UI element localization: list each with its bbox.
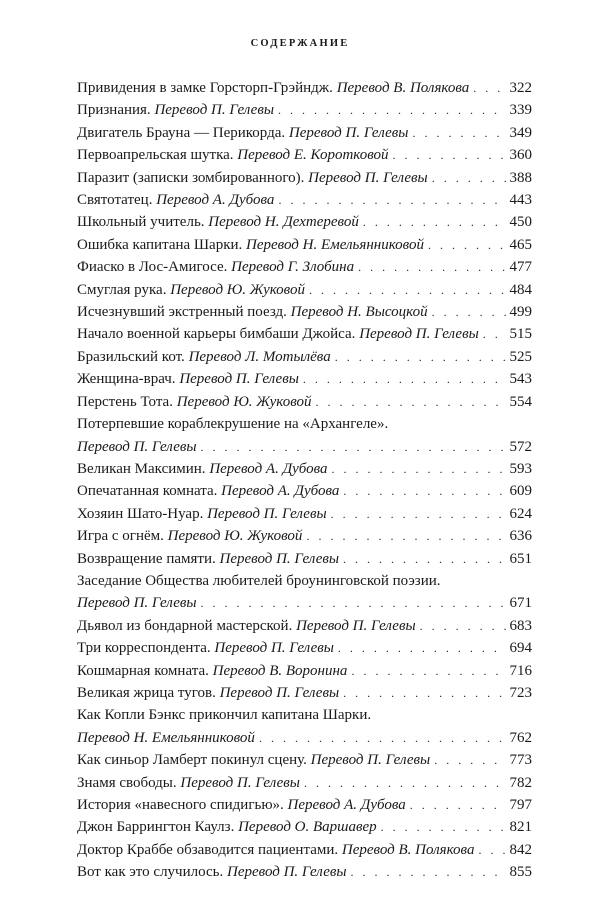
toc-entry-title: Двигатель Брауна — Перикорда. <box>77 124 286 141</box>
toc-entry-translator: Перевод П. Гелевы <box>179 371 299 388</box>
toc-entry-page-number: 716 <box>509 662 532 679</box>
toc-entry-translator: Перевод Н. Дехтеревой <box>208 214 359 231</box>
toc-entry-title: Как Копли Бэнкс прикончил капитана Шарки. <box>77 707 372 724</box>
dot-leader <box>478 844 505 856</box>
toc-entry-title: Великая жрица тугов. <box>77 684 216 701</box>
toc-entry <box>77 458 532 480</box>
toc-entry-translator: Перевод Ю. Жуковой <box>176 393 312 410</box>
toc-entry-title: Опечатанная комната. <box>77 483 218 500</box>
dot-leader <box>259 732 506 744</box>
dot-leader <box>309 284 506 296</box>
table-of-contents <box>77 77 532 884</box>
toc-entry-translator: Перевод Н. Емельянниковой <box>77 729 255 746</box>
toc-entry-translator: Перевод П. Гелевы <box>227 864 347 881</box>
dot-leader <box>393 149 506 161</box>
dot-leader <box>306 530 505 542</box>
toc-entry <box>77 637 532 659</box>
toc-entry-title: Дьявол из бондарной мастерской. <box>77 617 293 634</box>
toc-entry-title: Первоапрельская шутка. <box>77 147 234 164</box>
toc-entry <box>77 660 532 682</box>
toc-entry-page-number: 477 <box>509 259 532 276</box>
toc-entry-page-number: 855 <box>509 864 532 881</box>
toc-entry <box>77 391 532 413</box>
toc-entry <box>77 256 532 278</box>
toc-entry-translator: Перевод В. Воронина <box>212 662 348 679</box>
dot-leader <box>434 754 505 766</box>
toc-entry-page-number: 572 <box>509 438 532 455</box>
toc-entry-title: Знамя свободы. <box>77 774 177 791</box>
toc-entry-translator: Перевод П. Гелевы <box>180 774 300 791</box>
toc-entry-translator: Перевод Н. Высоцкой <box>290 304 428 321</box>
toc-entry-translator: Перевод А. Дубова <box>156 192 275 209</box>
dot-leader <box>343 485 505 497</box>
toc-entry-translator: Перевод Г. Злобина <box>231 259 355 276</box>
toc-entry-translator: Перевод А. Дубова <box>221 483 340 500</box>
toc-entry-title: Начало военной карьеры бимбаши Джойса. <box>77 326 356 343</box>
toc-entry-title: Исчезнувший экстренный поезд. <box>77 304 287 321</box>
dot-leader <box>332 463 506 475</box>
toc-entry-title: Игра с огнём. <box>77 528 164 545</box>
dot-leader <box>335 351 506 363</box>
toc-entry-page-number: 525 <box>509 348 532 365</box>
dot-leader <box>201 597 506 609</box>
toc-entry-page-number: 671 <box>509 595 532 612</box>
toc-entry-translator: Перевод П. Гелевы <box>77 438 197 455</box>
toc-entry-title: Вот как это случилось. <box>77 864 224 881</box>
toc-entry <box>77 861 532 883</box>
toc-entry-translator: Перевод П. Гелевы <box>288 124 409 141</box>
toc-entry-page-number: 593 <box>509 460 532 477</box>
toc-entry-title: Привидения в замке Горсторп-Грэйндж. <box>77 80 333 96</box>
toc-entry-translator: Перевод Н. Емельянниковой <box>246 236 424 253</box>
toc-entry-page-number: 443 <box>509 192 532 209</box>
toc-entry-page-number: 842 <box>509 841 532 858</box>
toc-entry-page-number: 762 <box>509 729 532 746</box>
dot-leader <box>201 441 506 453</box>
toc-entry <box>77 99 532 121</box>
dot-leader <box>278 194 505 206</box>
toc-entry-page-number: 609 <box>509 483 532 500</box>
dot-leader <box>381 821 506 833</box>
toc-entry-translator: Перевод А. Дубова <box>209 460 328 477</box>
toc-entry-page-number: 694 <box>509 640 532 657</box>
toc-entry-title: Школьный учитель. <box>77 214 205 231</box>
toc-entry-title: Доктор Краббе обзаводится пациентами. <box>77 841 339 858</box>
toc-entry-page-number: 543 <box>509 371 532 388</box>
toc-entry-page-number: 624 <box>509 505 532 522</box>
toc-entry-title: Признания. <box>77 102 151 119</box>
toc-entry <box>77 144 532 166</box>
toc-entry <box>77 525 532 547</box>
toc-entry-translator: Перевод П. Гелевы <box>77 595 197 612</box>
toc-entry <box>77 211 532 233</box>
page-title: СОДЕРЖАНИЕ <box>250 38 350 49</box>
toc-entry-page-number: 339 <box>509 102 532 119</box>
dot-leader <box>410 799 506 811</box>
dot-leader <box>338 642 506 654</box>
toc-entry-title: Перстень Тота. <box>77 393 173 410</box>
toc-entry-translator: Перевод П. Гелевы <box>296 617 416 634</box>
dot-leader <box>351 665 505 677</box>
toc-entry <box>77 413 532 458</box>
toc-entry <box>77 346 532 368</box>
dot-leader <box>331 508 506 520</box>
toc-entry-translator: Перевод П. Гелевы <box>310 752 431 769</box>
dot-leader <box>278 104 506 116</box>
toc-entry-page-number: 651 <box>509 550 532 567</box>
toc-entry <box>77 368 532 390</box>
toc-entry <box>77 794 532 816</box>
toc-entry <box>77 189 532 211</box>
toc-entry-title: История «навесного спидигью». <box>77 797 284 813</box>
dot-leader <box>316 396 506 408</box>
toc-entry-title: Ошибка капитана Шарки. <box>77 236 243 253</box>
toc-entry-translator: Перевод П. Гелевы <box>219 550 340 567</box>
toc-entry-title: Бразильский кот. <box>77 348 185 365</box>
toc-entry-page-number: 465 <box>509 236 532 253</box>
toc-entry-translator: Перевод А. Дубова <box>287 797 406 813</box>
toc-entry <box>77 704 532 749</box>
dot-leader <box>343 687 505 699</box>
dot-leader <box>303 373 506 385</box>
toc-entry <box>77 234 532 256</box>
toc-entry <box>77 122 532 144</box>
toc-entry-translator: Перевод В. Полякова <box>341 841 475 858</box>
toc-entry-page-number: 797 <box>509 797 532 813</box>
toc-entry <box>77 772 532 794</box>
toc-entry-page-number: 636 <box>509 528 532 545</box>
dot-leader <box>412 127 505 139</box>
toc-entry <box>77 615 532 637</box>
toc-entry-title: Заседание Общества любителей броунинговской поэзии. <box>77 572 441 589</box>
toc-entry-page-number: 499 <box>509 304 532 321</box>
toc-entry-title: Паразит (записки зомбированного). <box>77 169 305 186</box>
toc-entry-page-number: 349 <box>509 124 532 141</box>
toc-entry-page-number: 821 <box>509 819 532 836</box>
toc-entry-title: Как синьор Ламберт покинул сцену. <box>77 752 307 769</box>
toc-entry-page-number: 723 <box>509 684 532 701</box>
toc-entry <box>77 839 532 861</box>
dot-leader <box>420 620 506 632</box>
toc-entry-title: Потерпевшие кораблекрушение на «Архангеле». <box>77 416 389 433</box>
toc-entry-translator: Перевод Е. Коротковой <box>237 147 389 164</box>
toc-entry <box>77 279 532 301</box>
dot-leader <box>428 239 506 251</box>
toc-entry-translator: Перевод О. Варшавер <box>238 819 377 836</box>
dot-leader <box>473 82 505 94</box>
toc-entry-title: Возвращение памяти. <box>77 550 216 567</box>
toc-entry-title: Женщина-врач. <box>77 371 176 388</box>
toc-entry-page-number: 773 <box>509 752 532 769</box>
toc-entry-translator: Перевод П. Гелевы <box>154 102 274 119</box>
toc-entry-page-number: 683 <box>509 617 532 634</box>
dot-leader <box>343 553 505 565</box>
toc-entry <box>77 548 532 570</box>
toc-entry <box>77 816 532 838</box>
toc-entry <box>77 749 532 771</box>
toc-entry-translator: Перевод П. Гелевы <box>214 640 334 657</box>
toc-entry-translator: Перевод П. Гелевы <box>308 169 428 186</box>
toc-entry-page-number: 388 <box>509 169 532 186</box>
dot-leader <box>432 306 506 318</box>
toc-entry-translator: Перевод П. Гелевы <box>219 684 340 701</box>
toc-entry-title: Святотатец. <box>77 192 153 209</box>
dot-leader <box>358 261 505 273</box>
dot-leader <box>363 216 506 228</box>
toc-entry-page-number: 515 <box>509 326 532 343</box>
toc-entry <box>77 301 532 323</box>
toc-entry-title: Три корреспондента. <box>77 640 211 657</box>
toc-entry-translator: Перевод Л. Мотылёва <box>188 348 331 365</box>
toc-entry <box>77 77 532 99</box>
toc-entry-translator: Перевод П. Гелевы <box>207 505 327 522</box>
toc-entry <box>77 323 532 345</box>
toc-entry-translator: Перевод В. Полякова <box>336 80 470 96</box>
toc-entry <box>77 480 532 502</box>
toc-entry-page-number: 450 <box>509 214 532 231</box>
toc-entry-translator: Перевод Ю. Жуковой <box>170 281 305 298</box>
toc-entry <box>77 167 532 189</box>
toc-entry-title: Смуглая рука. <box>77 281 167 298</box>
dot-leader <box>432 172 506 184</box>
dot-leader <box>483 328 506 340</box>
toc-entry <box>77 570 532 615</box>
toc-entry-title: Великан Максимин. <box>77 460 206 477</box>
toc-entry <box>77 682 532 704</box>
dot-leader <box>304 777 506 789</box>
toc-entry-title: Кошмарная комната. <box>77 662 209 679</box>
toc-entry-title: Хозяин Шато-Нуар. <box>77 505 204 522</box>
toc-entry-page-number: 782 <box>509 774 532 791</box>
toc-entry-page-number: 484 <box>509 281 532 298</box>
toc-entry-translator: Перевод П. Гелевы <box>359 326 479 343</box>
toc-entry-page-number: 554 <box>509 393 532 410</box>
toc-entry-translator: Перевод Ю. Жуковой <box>167 528 303 545</box>
dot-leader <box>351 866 506 878</box>
toc-entry-page-number: 360 <box>509 147 532 164</box>
toc-entry-title: Джон Баррингтон Каулз. <box>77 819 235 836</box>
toc-entry-page-number: 322 <box>509 80 532 96</box>
toc-entry <box>77 503 532 525</box>
toc-entry-title: Фиаско в Лос-Амигосе. <box>77 259 228 276</box>
